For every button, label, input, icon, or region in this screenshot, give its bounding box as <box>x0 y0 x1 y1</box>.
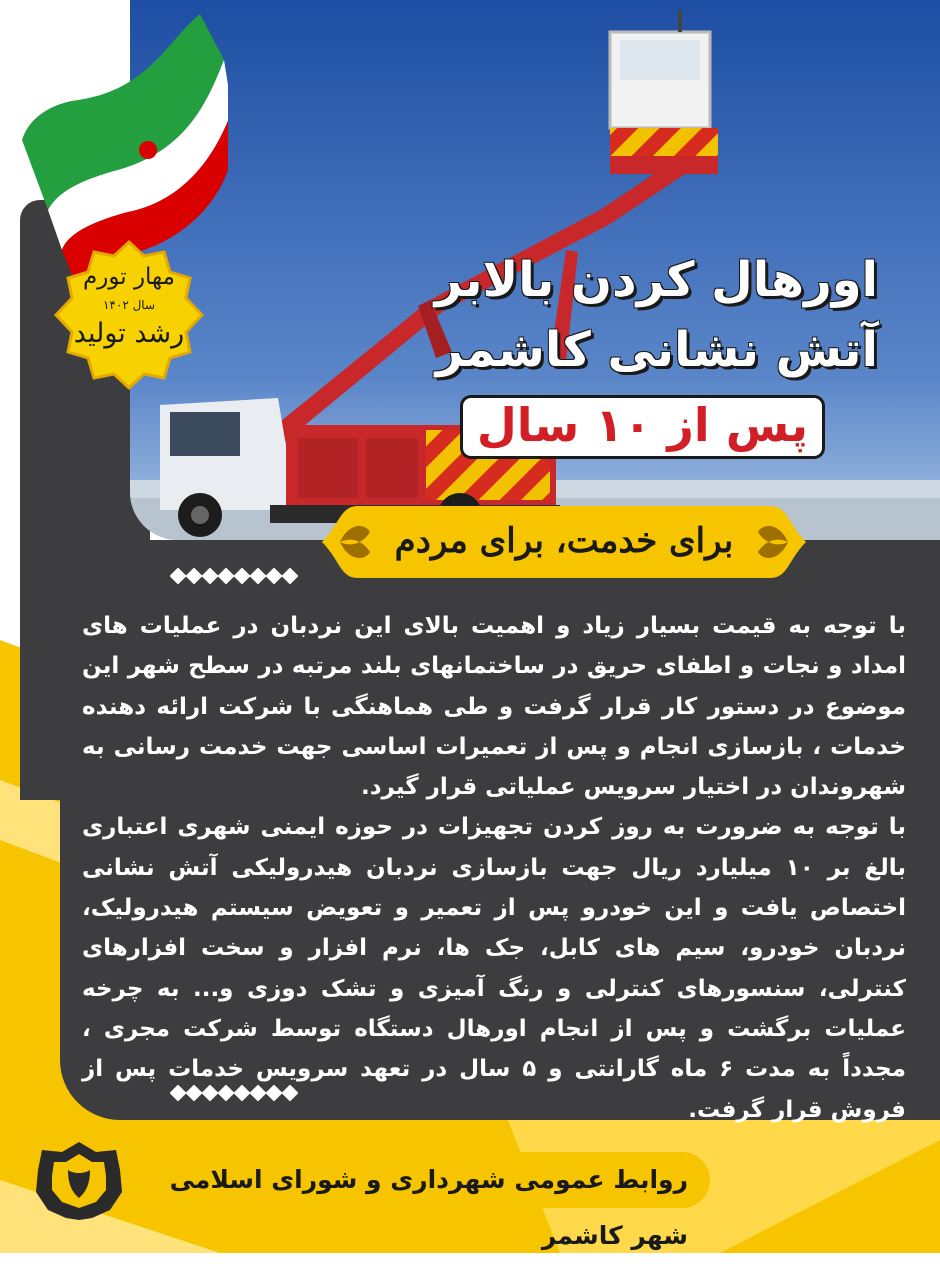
body-paragraph-1: با توجه به قیمت بسیار زیاد و اهمیت بالای این نردبان در عملیات های امداد و نجات و اطفای حریق در ساختمانهای بلند مرتبه در سطح شهر این موضوع در دستور کار قرار گرفت و طی هماهنگی با شرکت ارائه دهنده خدمات ، بازسازی انجام و پس از تعمیرات اساسی جهت خدمت رسانی به شهروندان در اختیار سرویس عملیاتی قرار گیرد. <box>82 613 906 801</box>
slogan-text: برای خدمت، برای مردم <box>394 521 734 561</box>
separator-dots-top <box>172 570 296 582</box>
slogan-badge-emblem <box>52 238 206 392</box>
badge-line-2: رشد تولید <box>73 318 185 349</box>
body-paragraph-2: با توجه به ضرورت به روز کردن تجهیزات در حوزه ایمنی شهری اعتباری بالغ بر ۱۰ میلیارد ریال جهت بازسازی نردبان هیدرولیکی آتش نشانی اختصاص یافت و این خودرو پس از تعمیر و تعویض سیستم هیدرولیک، نردبان خودرو، سیم های کابل، جک ها، نرم افزار و سخت افزارهای کنترلی، سنسورهای کنترلی و رنگ آمیزی و تشک دوزی و... به چرخه عملیات برگشت و پس از انجام اورهال دستگاه توسط شرکت مجری ، مجدداً به مدت ۶ ماه گارانتی و ۵ سال در تعهد سرویس خدمات پس از فروش قرار گرفت. <box>82 814 906 1123</box>
headline-line-2: آتش نشانی کاشمر <box>435 322 878 378</box>
article-body <box>82 606 906 1130</box>
headline-line-1: اورهال کردن بالابر <box>434 252 878 308</box>
badge-line-1: مهار تورم <box>83 264 175 290</box>
badge-year: سال ۱۴۰۲ <box>102 298 156 312</box>
kashmar-municipality-logo-icon <box>34 1140 124 1222</box>
headline-line-3: پس از ۱۰ سال <box>463 398 822 456</box>
footer-text: روابط عمومی شهرداری و شورای اسلامی شهر کاشمر <box>169 1165 688 1250</box>
